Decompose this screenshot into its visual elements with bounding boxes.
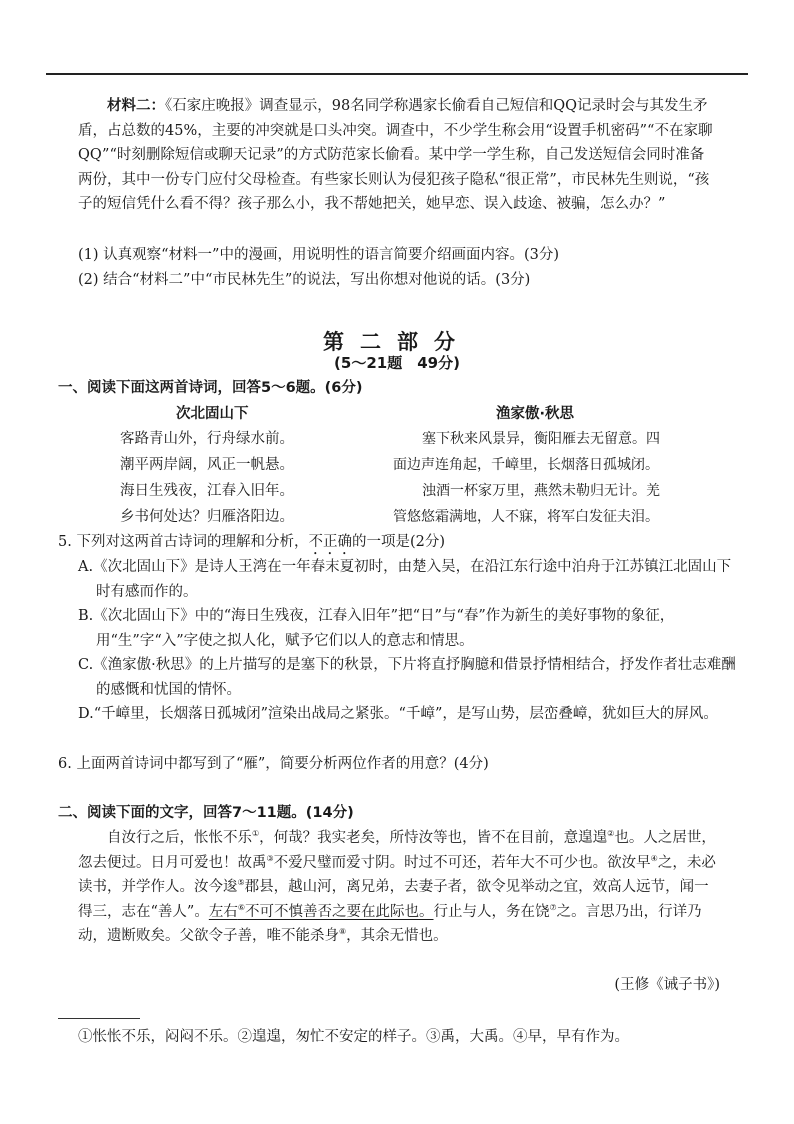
poem-left-title: 次北固山下 [176,406,249,422]
q5-option-c: C.《渔家傲·秋思》的上片描写的是塞下的秋景，下片将直抒胸臆和借景抒情相结合，抒发作者壮志难酬的感慨和忧国的情怀。 [78,657,736,698]
footnote-marker: ⑦ [549,902,557,912]
passage-text: 左右 [208,903,238,920]
poem-line: 塞下秋来风景异，衡阳雁去无留意。四 [422,431,660,447]
footnote-marker: ⑥ [237,902,245,912]
poem-line: 潮平两岸阔，风正一帆悬。 [120,457,294,473]
passage-text: 自汝行之后，怅怅不乐 [107,830,252,846]
underlined-sentence [209,904,434,920]
section2-heading: 二、阅读下面的文字，回答7～11题。(14分) [58,805,354,821]
footnote-marker: ③ [266,853,274,863]
header-rule [46,73,748,75]
poem-right-title: 渔家傲·秋思 [496,406,575,422]
passage-text: 不可不慎善否之要在此际也。 [245,903,434,920]
part2-subtitle: (5～21题 49分) [334,354,460,372]
footnote-marker: ① [252,829,260,839]
footnotes: ①怅怅不乐，闷闷不乐。②遑遑，匆忙不安定的样子。③禹，大禹。④早，早有作为。 [78,1029,629,1045]
question-5-stem [58,530,738,558]
footnote-rule [58,1018,140,1019]
poem-line: 客路青山外，行舟绿水前。 [120,431,294,447]
question-1: (1) 认真观察“材料一”中的漫画，用说明性的语言简要介绍画面内容。(3分) [78,247,560,263]
passage-text: 之。言思乃出，行详乃动，遗断败矣。父欲令子善，唯不能杀身 [78,903,702,944]
poem-line: 浊酒一杯家万里，燕然未勒归无计。羌 [422,483,660,499]
passage-source: (王修《诫子书》) [614,977,720,993]
material2-text: 《石家庄晚报》调查显示，98名同学称遇家长偷看自己短信和QQ记录时会与其发生矛盾，占总数的45%，主要的冲突就是口头冲突。调查中，不少学生称会用“设置手机密码”“不在家聊QQ”“时刻删除短信或聊天记录”的方式防范家长偷看。某中学一学生称，自己发送短信会同时准备两份，其中一份专门应付父母检查。有些家长则认为侵犯孩子隐私“很正常”，市民林先生则说，“孩子的短信凭什么看不得？孩子那么小，我不帮她把关，她早恋、误入歧途、被骗，怎么办？” [78,98,713,212]
q5-option-d: D.“千嶂里，长烟落日孤城闭”渲染出战局之紧张。“千嶂”，是写山势，层峦叠嶂，犹如巨大的屏风。 [78,706,718,722]
q5-option-b: B.《次北固山下》中的“海日生残夜，江春入旧年”把“日”与“春”作为新生的美好事物的象征，用“生”字“入”字使之拟人化，赋予它们以人的意志和情思。 [78,608,675,649]
passage-text: ，何哉？我实老矣，所恃汝等也，皆不在目前，意遑遑 [259,830,608,846]
poem-line: 乡书何处达？归雁洛阳边。 [120,509,294,525]
footnote-marker: ⑧ [339,927,347,937]
material2-paragraph [78,94,718,217]
footnote-marker: ② [607,829,615,839]
section1-heading: 一、阅读下面这两首诗词，回答5～6题。(6分) [58,380,363,396]
passage-text: 行止与人，务在饶 [433,903,550,920]
q5-stem-after: 的一项是(2分) [351,534,445,550]
q5-stem-emphasis: 不正确 [308,534,352,550]
footnote-marker: ④ [650,853,658,863]
poem-right-lines [393,426,660,530]
poem-line: 海日生残夜，江春入旧年。 [120,483,294,499]
q5-option-a: A.《次北固山下》是诗人王湾在一年春末夏初时，由楚入吴，在沿江东行途中泊舟于江苏镇江北固山下时有感而作的。 [78,559,732,600]
question-2: (2) 结合“材料二”中“市民林先生”的说法，写出你想对他说的话。(3分) [78,272,531,288]
q5-stem-before: 5. 下列对这两首古诗词的理解和分析， [58,534,309,550]
passage-text: 之，未必读书，并学作人。汝今逡 [78,854,716,895]
passage-text: 郡县，越山河，离兄弟，去妻子者，欲令见举动之宜，效高人远节，闻一得三，志在“善人”。 [78,879,709,920]
poem-line: 管悠悠霜满地，人不寐，将军白发征夫泪。 [393,509,659,525]
material2-label: 材料二： [107,97,165,114]
poem-line: 面边声连角起，千嶂里，长烟落日孤城闭。 [393,457,659,473]
passage-text: ，其余无惜也。 [346,928,448,944]
section2-passage [78,826,718,949]
passage-text: 也。人之居世，忽去便过。日月可爱也！故禹 [78,830,716,871]
footnote-marker: ⑤ [237,878,245,888]
poem-left-lines [120,426,294,530]
part2-title: 第二部分 [323,330,471,354]
question-6: 6. 上面两首诗词中都写到了“雁”，简要分析两位作者的用意？(4分) [58,756,489,772]
passage-text: 不爱尺璧而爱寸阴。时过不可还，若年大不可少也。欲汝早 [273,854,651,871]
